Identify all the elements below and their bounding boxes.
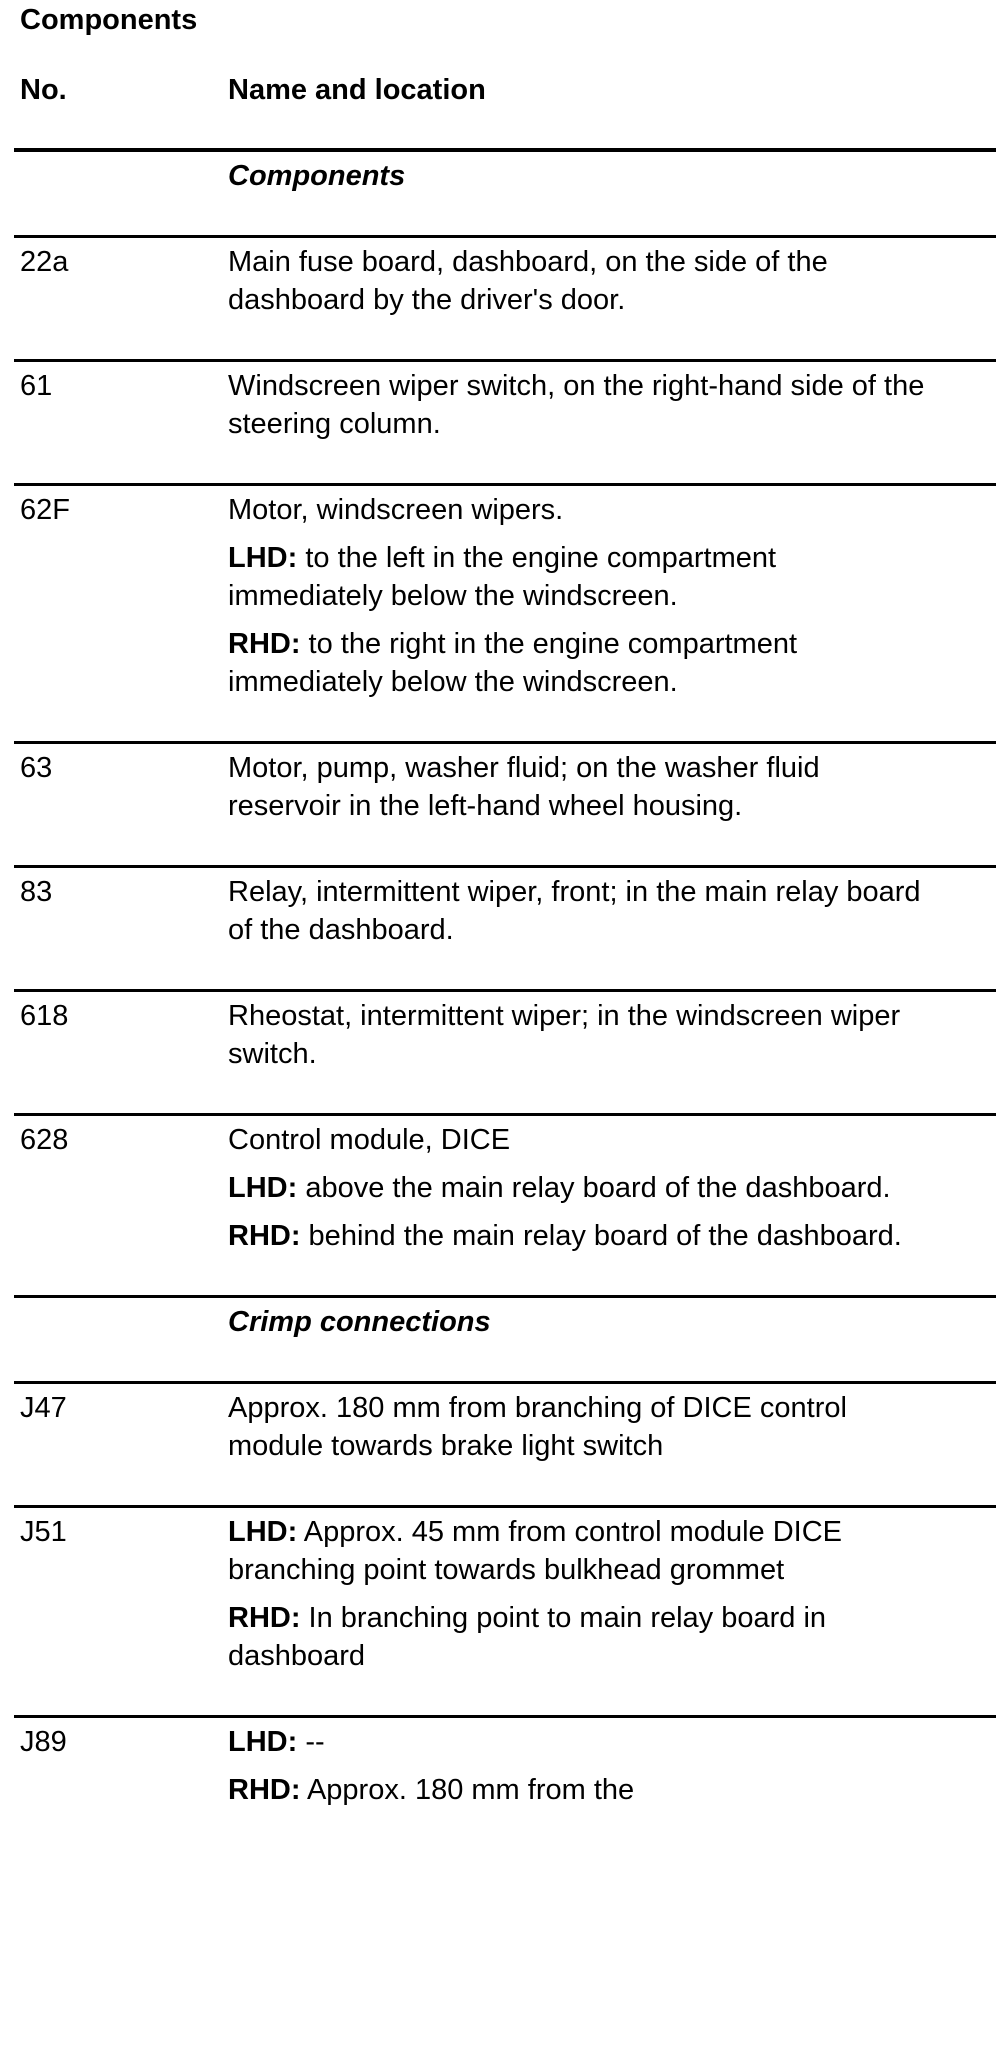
description-paragraph xyxy=(228,997,928,1073)
description-paragraph xyxy=(228,1217,928,1255)
name-location-cell xyxy=(228,1121,928,1255)
description-text: Control module, DICE xyxy=(228,1124,511,1156)
description-text: Approx. 180 mm from branching of DICE control module towards brake light switch xyxy=(228,1392,847,1462)
row-cells xyxy=(0,486,1008,741)
table-row xyxy=(0,359,1008,483)
description-paragraph xyxy=(228,749,928,825)
row-cells xyxy=(0,1508,1008,1715)
description-paragraph xyxy=(228,491,928,529)
item-number: 61 xyxy=(20,370,53,402)
item-number: 62F xyxy=(20,494,70,526)
row-cells xyxy=(0,1384,1008,1505)
name-location-cell xyxy=(228,243,928,319)
table-row xyxy=(0,989,1008,1113)
table-row xyxy=(0,741,1008,865)
item-number: 618 xyxy=(20,1000,69,1032)
column-header-no: No. xyxy=(20,74,67,106)
table-row xyxy=(0,865,1008,989)
item-number: J89 xyxy=(20,1726,67,1758)
description-paragraph xyxy=(228,1389,928,1465)
description-paragraph xyxy=(228,625,928,701)
section-row xyxy=(0,148,1008,235)
description-paragraph xyxy=(228,1771,928,1809)
name-location-cell xyxy=(228,873,928,949)
item-number: 22a xyxy=(20,246,69,278)
row-cells xyxy=(0,868,1008,989)
item-number: 63 xyxy=(20,752,53,784)
name-location-cell xyxy=(228,1513,928,1675)
table-row xyxy=(0,1113,1008,1295)
name-location-cell xyxy=(228,367,928,443)
drive-side-label: RHD: xyxy=(228,628,301,660)
table-row xyxy=(0,1381,1008,1505)
table-row xyxy=(0,235,1008,359)
description-paragraph xyxy=(228,1513,928,1589)
description-paragraph xyxy=(228,367,928,443)
description-text: In branching point to main relay board in dashboard xyxy=(228,1602,827,1672)
table-row xyxy=(0,1505,1008,1715)
row-cells xyxy=(0,744,1008,865)
description-text: Main fuse board, dashboard, on the side of the dashboard by the driver's door. xyxy=(228,246,828,316)
name-location-cell xyxy=(228,749,928,825)
item-number: 628 xyxy=(20,1124,69,1156)
column-header-name-location: Name and location xyxy=(228,74,486,106)
row-cells xyxy=(0,362,1008,483)
description-paragraph xyxy=(228,1121,928,1159)
row-cells xyxy=(0,1298,1008,1381)
components-table xyxy=(0,148,1008,1849)
section-title-cell xyxy=(228,1303,928,1341)
description-text: Approx. 45 mm from control module DICE branching point towards bulkhead grommet xyxy=(228,1516,843,1586)
drive-side-label: RHD: xyxy=(228,1774,301,1806)
drive-side-label: RHD: xyxy=(228,1602,301,1634)
description-text: to the right in the engine compartment immediately below the windscreen. xyxy=(228,628,798,698)
row-cells xyxy=(0,152,1008,235)
description-paragraph xyxy=(228,1599,928,1675)
row-cells xyxy=(0,1718,1008,1849)
description-text: Approx. 180 mm from the xyxy=(300,1774,635,1806)
page-heading: Components xyxy=(20,4,198,36)
section-title: Crimp connections xyxy=(228,1306,491,1338)
description-paragraph xyxy=(228,243,928,319)
table-row xyxy=(0,1715,1008,1849)
item-number: 83 xyxy=(20,876,53,908)
drive-side-label: LHD: xyxy=(228,1516,298,1548)
drive-side-label: LHD: xyxy=(228,1726,298,1758)
description-text: to the left in the engine compartment immediately below the windscreen. xyxy=(228,542,777,612)
section-title: Components xyxy=(228,160,406,192)
description-text: Motor, pump, washer fluid; on the washer fluid reservoir in the left-hand wheel housing. xyxy=(228,752,820,822)
table-row xyxy=(0,483,1008,741)
description-text: -- xyxy=(297,1726,325,1758)
section-title-cell xyxy=(228,157,928,195)
item-number: J47 xyxy=(20,1392,67,1424)
description-text: above the main relay board of the dashboard. xyxy=(297,1172,891,1204)
description-paragraph xyxy=(228,539,928,615)
drive-side-label: LHD: xyxy=(228,1172,298,1204)
row-cells xyxy=(0,992,1008,1113)
name-location-cell xyxy=(228,1389,928,1465)
name-location-cell xyxy=(228,491,928,701)
description-text: behind the main relay board of the dashboard. xyxy=(300,1220,902,1252)
drive-side-label: LHD: xyxy=(228,542,298,574)
description-paragraph xyxy=(228,873,928,949)
section-row xyxy=(0,1295,1008,1381)
drive-side-label: RHD: xyxy=(228,1220,301,1252)
description-text: Motor, windscreen wipers. xyxy=(228,494,564,526)
name-location-cell xyxy=(228,1723,928,1809)
row-cells xyxy=(0,1116,1008,1295)
row-cells xyxy=(0,238,1008,359)
description-paragraph xyxy=(228,1169,928,1207)
description-text: Relay, intermittent wiper, front; in the main relay board of the dashboard. xyxy=(228,876,921,946)
name-location-cell xyxy=(228,997,928,1073)
item-number: J51 xyxy=(20,1516,67,1548)
description-text: Rheostat, intermittent wiper; in the windscreen wiper switch. xyxy=(228,1000,901,1070)
description-text: Windscreen wiper switch, on the right-hand side of the steering column. xyxy=(228,370,925,440)
description-paragraph xyxy=(228,1723,928,1761)
